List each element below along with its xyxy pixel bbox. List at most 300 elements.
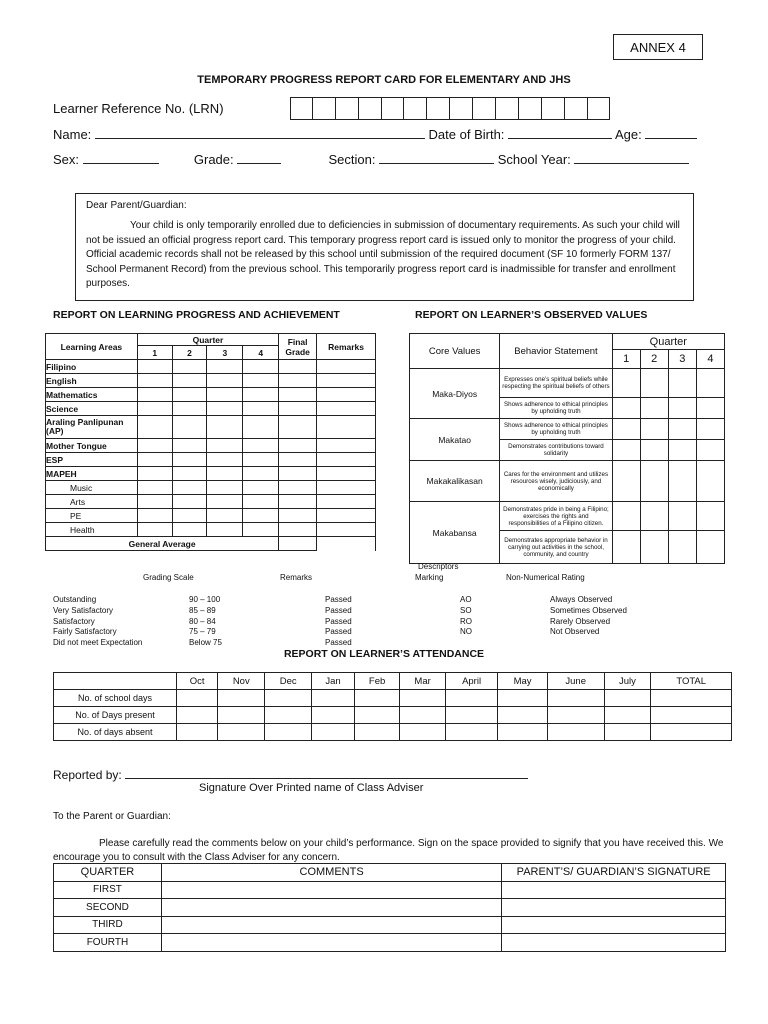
rating-cell[interactable] [668,419,696,440]
table-row [54,690,732,707]
comment-cell[interactable] [161,881,501,899]
grade-cell[interactable] [137,416,172,439]
grade-label: Grade: [193,152,234,167]
grade-cell[interactable] [243,402,279,416]
remarks-cell[interactable] [317,439,376,453]
general-average-cell[interactable] [279,537,317,551]
comments-instruction: Please carefully read the comments below on your child’s performance. Sign on the space provided to signify that you have received this. We encourage you to consult with the Class Adviser for any concern. [53,838,724,863]
attendance-heading: REPORT ON LEARNER’S ATTENDANCE [283,648,485,660]
lrn-box[interactable] [519,97,542,120]
attendance-cell[interactable] [265,707,312,724]
final-grade-cell[interactable] [279,523,317,537]
grade-cell[interactable] [172,416,207,439]
empty-cell [54,673,177,690]
attendance-cell[interactable] [354,724,400,741]
attendance-table [53,672,732,741]
col-learning-areas: Learning Areas [46,334,138,360]
table-row [54,899,726,917]
col-quarter: QUARTER [54,864,162,882]
annex-label: ANNEX 4 [613,34,703,60]
attendance-cell[interactable] [445,724,497,741]
final-grade-cell[interactable] [279,453,317,467]
subject-label: Araling Panlipunan (AP) [46,416,138,439]
grade-cell[interactable] [172,467,207,481]
subject-label: Health [46,523,138,537]
marking-code: AO [460,595,472,604]
values-table [409,333,725,564]
grade-cell[interactable] [243,360,279,374]
table-row [54,724,732,741]
behavior-statement: Demonstrates pride in being a Filipino; exercises the rights and responsibilities of a Filipino citizen. [500,502,612,531]
grade-cell[interactable] [137,360,172,374]
remarks-cell[interactable] [317,453,376,467]
marking-code: NO [460,627,472,637]
behavior-statement: Shows adherence to ethical principles by upholding truth [500,419,612,440]
remarks-heading: Remarks [280,573,313,582]
remarks-cell[interactable] [317,360,376,374]
lrn-boxes[interactable] [290,97,610,120]
rating-cell[interactable] [612,419,640,440]
rating-text: Not Observed [550,627,600,637]
scale-desc: Outstanding [53,595,97,604]
lrn-label: Learner Reference No. (LRN) [53,101,224,116]
month-header: Dec [265,673,312,690]
grade-cell[interactable] [243,523,279,537]
final-grade-cell[interactable] [279,495,317,509]
scale-desc: Fairly Satisfactory [53,627,117,637]
scale-range: 90 – 100 [189,595,221,604]
grade-cell[interactable] [172,374,207,388]
grade-field[interactable] [237,151,281,164]
values-heading: REPORT ON LEARNER’S OBSERVED VALUES [415,309,648,321]
attendance-cell[interactable] [177,690,218,707]
attendance-cell[interactable] [547,724,604,741]
grade-cell[interactable] [243,388,279,402]
grade-cell[interactable] [243,453,279,467]
scale-range: 85 – 89 [189,605,216,615]
reported-by-row [53,766,528,782]
grade-cell[interactable] [137,374,172,388]
grade-cell[interactable] [207,481,243,495]
signature-cell[interactable] [502,916,726,934]
grade-cell[interactable] [207,495,243,509]
table-row [54,916,726,934]
attendance-cell[interactable] [312,707,355,724]
table-row [46,453,376,467]
col-core-values: Core Values [410,334,500,369]
scale-remark: Passed [325,595,352,604]
grade-cell[interactable] [172,402,207,416]
comment-cell[interactable] [161,934,501,952]
grade-cell[interactable] [172,360,207,374]
attendance-cell[interactable] [354,690,400,707]
scale-desc: Did not meet Expectation [53,638,143,648]
rating-cell[interactable] [640,440,668,461]
grade-cell[interactable] [172,523,207,537]
grade-cell[interactable] [172,509,207,523]
behavior-statement: Expresses one’s spiritual beliefs while respecting the spiritual beliefs of others [500,369,612,398]
rating-cell[interactable] [696,369,724,398]
lrn-box[interactable] [404,97,427,120]
behavior-statement: Demonstrates appropriate behavior in carrying out activities in the school, community, and country [500,531,612,564]
attendance-cell[interactable] [265,724,312,741]
rating-cell[interactable] [640,502,668,531]
signature-cell[interactable] [502,881,726,899]
attendance-cell[interactable] [177,724,218,741]
grade-cell[interactable] [243,374,279,388]
table-row [54,707,732,724]
attendance-cell[interactable] [498,690,548,707]
remarks-cell[interactable] [317,509,376,523]
rating-cell[interactable] [668,440,696,461]
rating-cell[interactable] [640,369,668,398]
grade-cell[interactable] [137,495,172,509]
col-behavior: Behavior Statement [500,334,612,369]
final-grade-cell[interactable] [279,481,317,495]
rating-cell[interactable] [668,398,696,419]
month-header: July [604,673,651,690]
rating-cell[interactable] [668,369,696,398]
general-average-label: General Average [46,537,279,551]
scale-descriptors [53,595,142,649]
col-final-grade: Final Grade [279,334,317,360]
lrn-box[interactable] [336,97,359,120]
section-label: Section: [328,152,376,167]
subject-label: ESP [46,453,138,467]
page-title: TEMPORARY PROGRESS REPORT CARD FOR ELEMENTARY AND JHS [197,74,571,86]
table-row [46,537,376,551]
grade-cell[interactable] [207,523,243,537]
attendance-cell[interactable] [604,724,651,741]
attendance-cell[interactable] [651,724,732,741]
rating-cell[interactable] [668,531,696,564]
remarks-cell[interactable] [317,467,376,481]
grade-cell[interactable] [207,467,243,481]
lrn-box[interactable] [427,97,450,120]
rating-cell[interactable] [640,461,668,502]
table-row [46,374,376,388]
rating-cell[interactable] [612,502,640,531]
grade-cell[interactable] [243,467,279,481]
attendance-cell[interactable] [312,690,355,707]
grade-cell[interactable] [243,509,279,523]
attendance-cell[interactable] [604,707,651,724]
scale-remarks [325,595,352,649]
lrn-box[interactable] [588,97,611,120]
col-comments: COMMENTS [161,864,501,882]
col-remarks: Remarks [317,334,376,360]
grade-cell[interactable] [207,402,243,416]
rating-cell[interactable] [696,531,724,564]
grade-cell[interactable] [207,416,243,439]
marking-heading: Marking [415,573,444,582]
attendance-cell[interactable] [498,707,548,724]
attendance-cell[interactable] [547,707,604,724]
col-q4: 4 [243,346,279,360]
lrn-box[interactable] [542,97,565,120]
ratings [550,595,627,638]
descriptors-heading: Descriptors [418,562,459,571]
grade-cell[interactable] [137,388,172,402]
col-quarter: Quarter [612,334,724,350]
rating-cell[interactable] [612,398,640,419]
grade-cell[interactable] [207,453,243,467]
remarks-cell[interactable] [317,388,376,402]
grade-cell[interactable] [137,481,172,495]
lrn-box[interactable] [313,97,336,120]
col-q4: 4 [696,350,724,369]
scale-remark: Passed [325,627,352,637]
grading-scale-heading: Grading Scale [143,573,194,582]
table-row [46,495,376,509]
remarks-cell[interactable] [317,495,376,509]
remarks-cell[interactable] [317,402,376,416]
signature-cell[interactable] [502,934,726,952]
marking-code: SO [460,605,472,615]
month-header: Nov [218,673,265,690]
attendance-cell[interactable] [218,707,265,724]
core-value-label: Makakalikasan [410,461,500,502]
remarks-cell[interactable] [317,416,376,439]
marking-code: RO [460,616,472,626]
rating-cell[interactable] [612,440,640,461]
rating-cell[interactable] [696,398,724,419]
grade-cell[interactable] [207,388,243,402]
attendance-cell[interactable] [498,724,548,741]
attendance-cell[interactable] [265,690,312,707]
grade-cell[interactable] [207,374,243,388]
table-row [46,439,376,453]
remarks-cell[interactable] [317,481,376,495]
remarks-cell[interactable] [317,374,376,388]
month-header: April [445,673,497,690]
scale-ranges [189,595,222,649]
col-q3: 3 [207,346,243,360]
rating-cell[interactable] [612,369,640,398]
month-header: May [498,673,548,690]
rating-text: Always Observed [550,595,613,604]
final-grade-cell[interactable] [279,416,317,439]
month-header: Feb [354,673,400,690]
name-row [53,126,697,142]
attendance-row-label: No. of days absent [54,724,177,741]
scale-range: 75 – 79 [189,627,216,637]
grade-cell[interactable] [137,467,172,481]
attendance-cell[interactable] [400,724,446,741]
rating-cell[interactable] [640,419,668,440]
month-header: Mar [400,673,446,690]
attendance-cell[interactable] [445,707,497,724]
attendance-cell[interactable] [218,690,265,707]
attendance-cell[interactable] [547,690,604,707]
grade-cell[interactable] [243,439,279,453]
quarter-label: THIRD [54,916,162,934]
core-value-label: Makabansa [410,502,500,564]
behavior-statement: Cares for the environment and utilizes resources wisely, judiciously, and economically [500,461,612,502]
grade-cell[interactable] [243,495,279,509]
table-row [54,934,726,952]
non-numerical-heading: Non-Numerical Rating [506,573,585,582]
rating-cell[interactable] [640,531,668,564]
attendance-cell[interactable] [400,690,446,707]
quarter-label: FOURTH [54,934,162,952]
remarks-cell[interactable] [317,523,376,537]
final-grade-cell[interactable] [279,402,317,416]
learning-heading: REPORT ON LEARNING PROGRESS AND ACHIEVEMENT [53,309,340,321]
quarter-label: SECOND [54,899,162,917]
grade-cell[interactable] [243,416,279,439]
lrn-box[interactable] [473,97,496,120]
grade-cell[interactable] [172,388,207,402]
rating-cell[interactable] [696,419,724,440]
reported-by-label: Reported by: [53,768,122,782]
rating-cell[interactable] [668,502,696,531]
grade-cell[interactable] [172,453,207,467]
core-value-label: Maka-Diyos [410,369,500,419]
month-header: June [547,673,604,690]
subject-label: Mother Tongue [46,439,138,453]
rating-text: Sometimes Observed [550,605,627,615]
table-row [46,509,376,523]
comment-cell[interactable] [161,916,501,934]
attendance-cell[interactable] [218,724,265,741]
attendance-cell[interactable] [400,707,446,724]
rating-cell[interactable] [612,461,640,502]
table-row [46,523,376,537]
grade-cell[interactable] [172,495,207,509]
lrn-box[interactable] [496,97,519,120]
behavior-statement: Demonstrates contributions toward solidarity [500,440,612,461]
table-row [46,416,376,439]
grade-cell[interactable] [137,453,172,467]
subject-label: Filipino [46,360,138,374]
col-quarter: Quarter [137,334,278,346]
scale-desc: Very Satisfactory [53,605,114,615]
subject-label: Mathematics [46,388,138,402]
subject-label: Arts [46,495,138,509]
attendance-cell[interactable] [312,724,355,741]
grade-cell[interactable] [137,523,172,537]
scale-remark: Passed [325,638,352,648]
final-grade-cell[interactable] [279,439,317,453]
dob-label: Date of Birth: [428,127,505,142]
letter-body: Your child is only temporarily enrolled due to deficiencies in submission of documentary requirements. As such your child will not be issued an official progress report card. This temporary progress report card is issued only to monitor the progress of your child. Official academic records shall not be released by this school until submission of the required document (SF 10 formerly FORM 137/ School Permanent Record) from the previous school. This temporarily progress report card is inadmissible for transfer and enrollment purposes. [86,220,680,290]
parent-letter [75,193,694,301]
grade-cell[interactable] [172,439,207,453]
final-grade-cell[interactable] [279,388,317,402]
table-row [46,360,376,374]
scale-range: Below 75 [189,638,222,648]
subject-label: English [46,374,138,388]
lrn-box[interactable] [359,97,382,120]
grade-cell[interactable] [137,509,172,523]
grade-cell[interactable] [243,481,279,495]
to-parent-label: To the Parent or Guardian: [53,811,171,822]
attendance-row-label: No. of Days present [54,707,177,724]
lrn-box[interactable] [565,97,588,120]
comment-cell[interactable] [161,899,501,917]
month-header: Oct [177,673,218,690]
col-q1: 1 [612,350,640,369]
lrn-box[interactable] [450,97,473,120]
rating-cell[interactable] [696,461,724,502]
final-grade-cell[interactable] [279,467,317,481]
age-field[interactable] [645,126,697,139]
attendance-cell[interactable] [354,707,400,724]
letter-salutation: Dear Parent/Guardian: [86,200,187,211]
lrn-box[interactable] [290,97,313,120]
sex-label: Sex: [53,152,80,167]
name-label: Name: [53,127,92,142]
rating-cell[interactable] [696,440,724,461]
rating-text: Rarely Observed [550,616,611,626]
col-q2: 2 [172,346,207,360]
attendance-cell[interactable] [651,690,732,707]
grade-cell[interactable] [172,481,207,495]
sex-field[interactable] [83,151,159,164]
rating-cell[interactable] [668,461,696,502]
table-row [46,388,376,402]
subject-label: Music [46,481,138,495]
signature-cell[interactable] [502,899,726,917]
rating-cell[interactable] [640,398,668,419]
final-grade-cell[interactable] [279,360,317,374]
behavior-statement: Shows adherence to ethical principles by upholding truth [500,398,612,419]
adviser-signature-field[interactable] [125,766,528,779]
attendance-cell[interactable] [177,707,218,724]
lrn-box[interactable] [382,97,405,120]
age-label: Age: [614,127,642,142]
final-grade-cell[interactable] [279,374,317,388]
grade-cell[interactable] [137,439,172,453]
grade-cell[interactable] [207,439,243,453]
attendance-cell[interactable] [604,690,651,707]
markings [460,595,472,638]
dob-field[interactable] [508,126,612,139]
table-row [46,481,376,495]
grade-cell[interactable] [207,509,243,523]
rating-cell[interactable] [612,531,640,564]
empty-cell [317,537,376,551]
subject-label: PE [46,509,138,523]
comments-table [53,863,726,952]
section-field[interactable] [379,151,494,164]
grade-cell[interactable] [137,402,172,416]
school-year-label: School Year: [497,152,571,167]
scale-desc: Satisfactory [53,616,95,626]
subject-label: Science [46,402,138,416]
rating-cell[interactable] [696,502,724,531]
name-field[interactable] [95,126,425,139]
scale-remark: Passed [325,616,352,626]
core-value-label: Makatao [410,419,500,461]
table-row [54,881,726,899]
final-grade-cell[interactable] [279,509,317,523]
quarter-label: FIRST [54,881,162,899]
month-header: Jan [312,673,355,690]
table-row [46,402,376,416]
signature-caption: Signature Over Printed name of Class Adviser [199,782,424,794]
col-q2: 2 [640,350,668,369]
month-header: TOTAL [651,673,732,690]
attendance-cell[interactable] [445,690,497,707]
grade-cell[interactable] [207,360,243,374]
col-q3: 3 [668,350,696,369]
attendance-cell[interactable] [651,707,732,724]
col-signature: PARENT’S/ GUARDIAN’S SIGNATURE [502,864,726,882]
school-year-field[interactable] [574,151,689,164]
scale-remark: Passed [325,605,352,615]
